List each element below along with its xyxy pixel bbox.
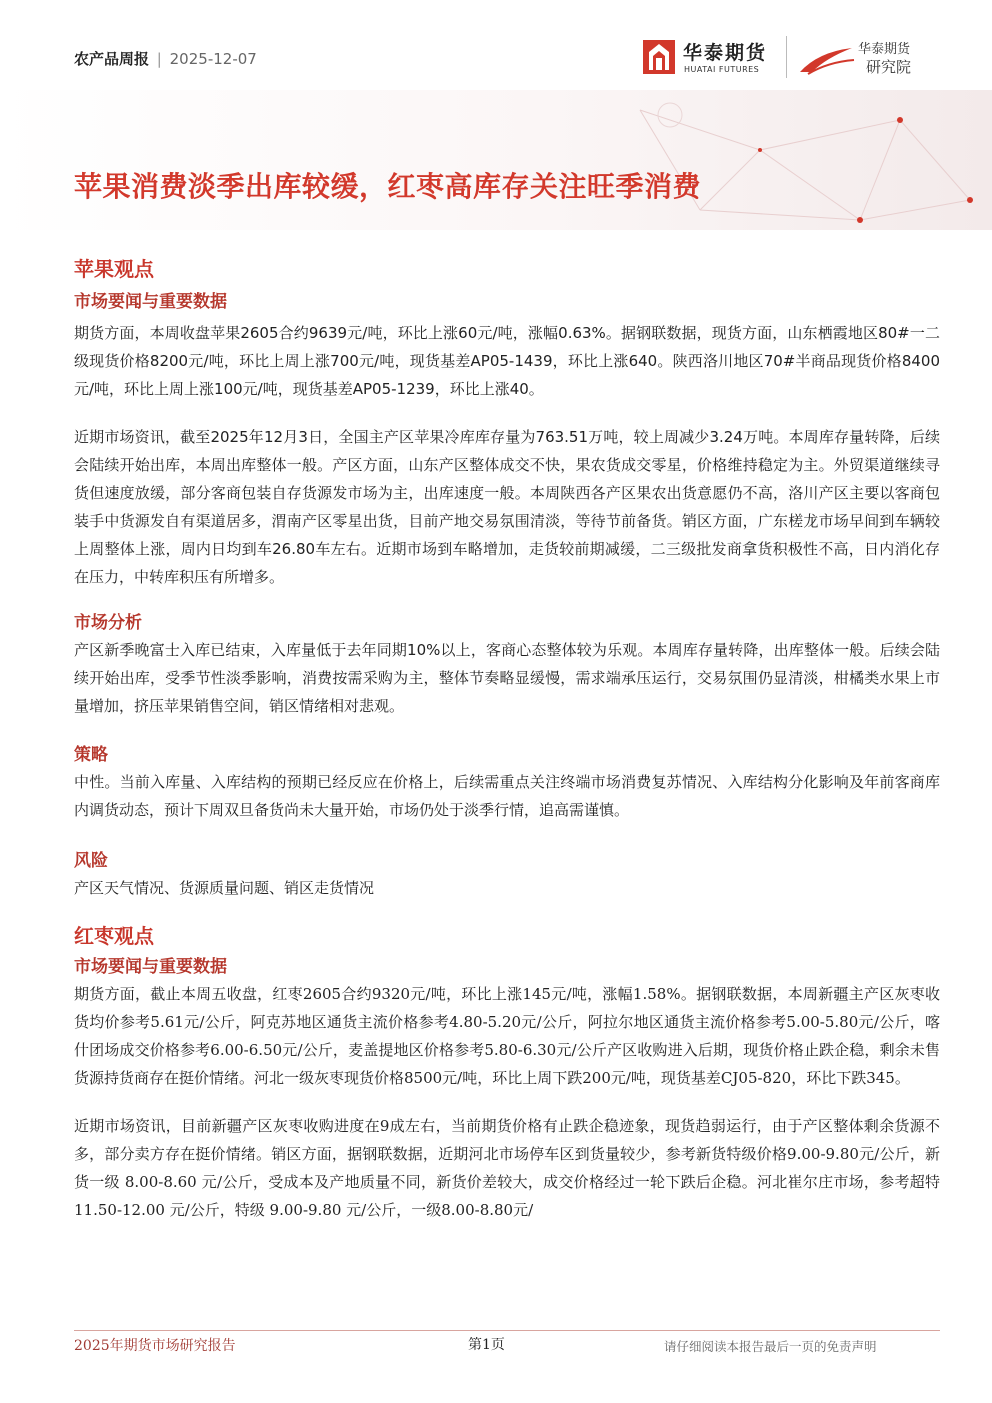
apple-section-title: 苹果观点 — [74, 257, 154, 281]
disclaimer-note: 请仔细阅读本报告最后一页的免责声明 — [664, 1339, 877, 1354]
brand-name: 华泰期货 — [683, 42, 768, 64]
apple-strategy-paragraph: 中性。当前入库量、入库结构的预期已经反应在价格上，后续需重点关注终端市场消费复苏情况、入库结构分化影响及年前客商库内调货动态，预计下周双旦备货尚未大量开始，市场仍处于淡季行情，追高需谨慎。 — [74, 773, 940, 819]
institute-suffix: 研究院 — [866, 58, 912, 76]
apple-news-title: 市场要闻与重要数据 — [74, 292, 227, 312]
page-number: 第1页 — [468, 1337, 505, 1353]
jujube-news-title: 市场要闻与重要数据 — [74, 957, 227, 977]
apple-strategy-title: 策略 — [74, 745, 108, 765]
brand-english: HUATAI FUTURES — [684, 65, 760, 74]
apple-analysis-paragraph: 产区新季晚富士入库已结束，入库量低于去年同期10%以上，客商心态整体较为乐观。本周库存量转降，出库整体一般。后续会陆续开始出库，受季节性淡季影响，消费按需采购为主，整体节奏略显缓慢，需求端承压运行，交易氛围仍显清淡，柑橘类水果上市量增加，挤压苹果销售空间，销区情绪相对悲观。 — [74, 641, 940, 715]
report-meta — [74, 48, 257, 69]
footer-report-name: 2025年期货市场研究报告 — [74, 1338, 236, 1354]
meta-separator: | — [156, 50, 162, 68]
institute-name: 华泰期货 — [858, 42, 911, 57]
apple-analysis-title: 市场分析 — [74, 613, 142, 633]
footer-divider — [74, 1330, 940, 1331]
jujube-news-paragraph-2: 近期市场资讯，目前新疆产区灰枣收购进度在9成左右，当前期货价格有止跌企稳迹象，现货趋弱运行，由于产区整体剩余货源不多，部分卖方存在挺价情绪。销区方面，据钢联数据，近期河北市场停车区到货量较少，参考新货特级价格9.00-9.80元/公斤，新货一级 8.00-8.60 元/公斤，受成本及产地质量不同，新货价差较大，成交价格经过一轮下跌后企稳。河北崔尔庄市场，参考超特 11.50-12.00 元/公斤，特级 9.00-9.80 元/公斤，一级8.00-8.80元/ — [74, 1117, 940, 1219]
page-header — [0, 0, 992, 90]
report-date: 2025-12-07 — [169, 50, 257, 68]
jujube-section-title: 红枣观点 — [74, 924, 154, 948]
apple-risk-title: 风险 — [74, 851, 108, 871]
jujube-news-paragraph-1: 期货方面，截止本周五收盘，红枣2605合约9320元/吨，环比上涨145元/吨，涨幅1.58%。据钢联数据，本周新疆主产区灰枣收货均价参考5.61元/公斤，阿克苏地区通货主流价格参考4.80-5.20元/公斤，阿拉尔地区通货主流价格参考5.00-5.80元/公斤，喀什团场成交价格参考6.00-6.50元/公斤，麦盖提地区价格参考5.80-6.30元/公斤产区收购进入后期，现货价格止跌企稳，剩余未售货源持货商存在挺价情绪。河北一级灰枣现货价格8500元/吨，环比上周下跌200元/吨，现货基差CJ05-820，环比下跌345。 — [74, 985, 940, 1087]
apple-news-paragraph-2: 近期市场资讯，截至2025年12月3日，全国主产区苹果冷库库存量为763.51万吨，较上周减少3.24万吨。本周库存量转降，后续会陆续开始出库，本周出库整体一般。产区方面，山东产区整体成交不快，果农货成交零星，价格维持稳定为主。外贸渠道继续寻货但速度放缓，部分客商包装自存货源发市场为主，出库速度一般。本周陕西各产区果农出货意愿仍不高，洛川产区主要以客商包装手中货源发自有渠道居多，渭南产区零星出货，目前产地交易氛围清淡，等待节前备货。销区方面，广东槎龙市场早间到车辆较上周整体上涨，周内日均到车26.80车左右。近期市场到车略增加，走货较前期减缓，二三级批发商拿货积极性不高，日内消化存在压力，中转库积压有所增多。 — [74, 428, 940, 586]
report-body — [74, 255, 940, 1224]
institute-logo-icon — [798, 42, 856, 78]
brand-divider — [786, 36, 787, 78]
apple-risk-paragraph: 产区天气情况、货源质量问题、销区走货情况 — [74, 879, 375, 897]
apple-news-paragraph-1: 期货方面，本周收盘苹果2605合约9639元/吨，环比上涨60元/吨，涨幅0.63%。据钢联数据，现货方面，山东栖霞地区80#一二级现货价格8200元/吨，环比上周上涨700元/吨，现货基差AP05-1439，环比上涨640。陕西洛川地区70#半商品现货价格8400元/吨，环比上周上涨100元/吨，现货基差AP05-1239，环比上涨40。 — [74, 324, 940, 398]
report-type: 农产品周报 — [74, 50, 150, 68]
page-title: 苹果消费淡季出库较缓，红枣高库存关注旺季消费 — [74, 170, 702, 203]
banner-network-graphic — [0, 90, 992, 230]
huatai-logo-icon — [643, 40, 675, 74]
